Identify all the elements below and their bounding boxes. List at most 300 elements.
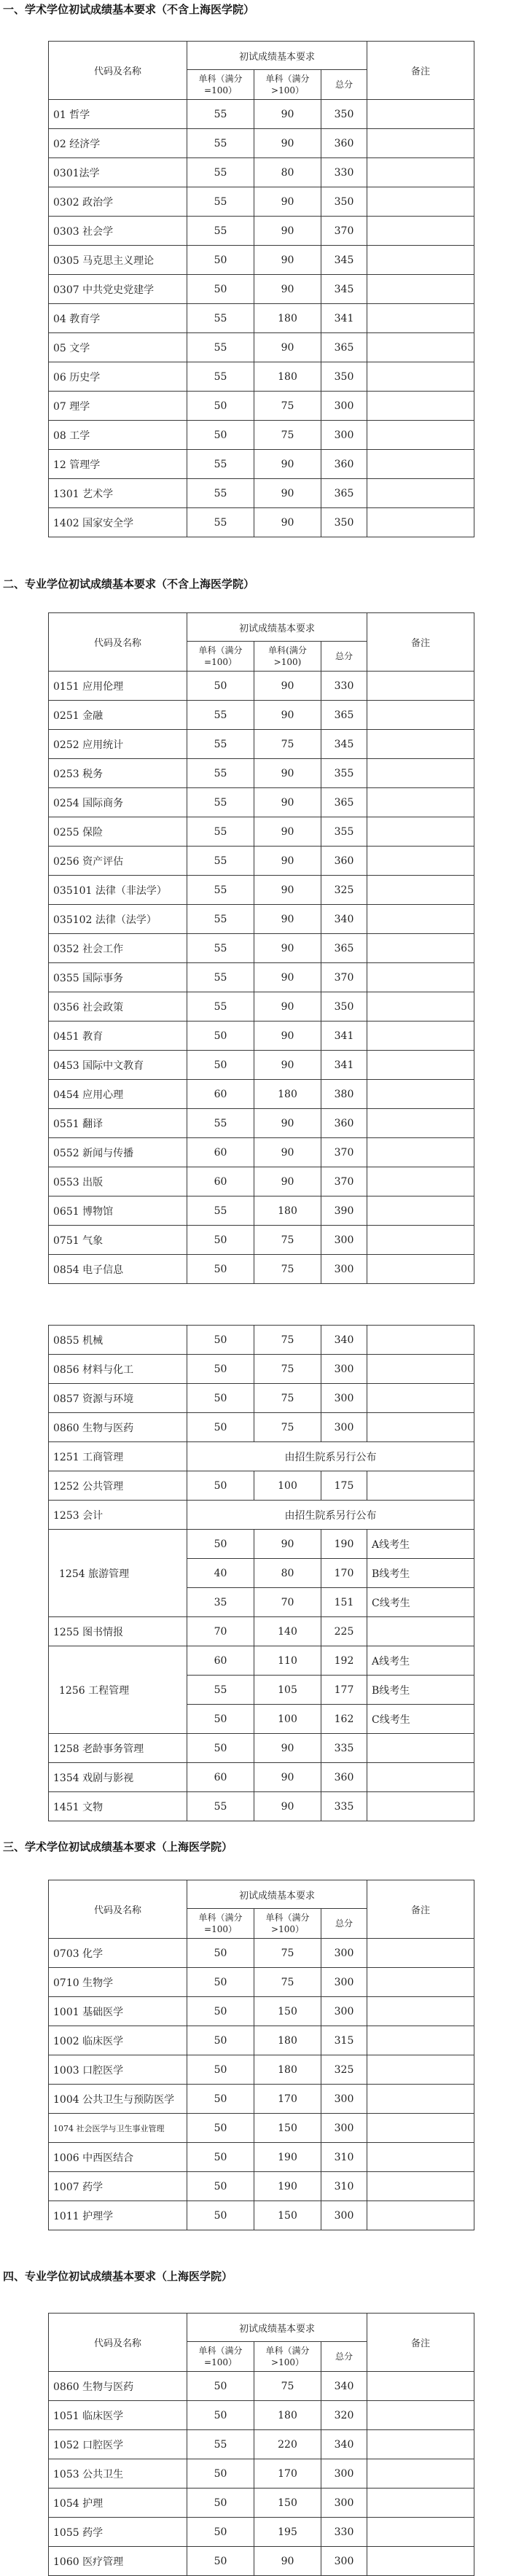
score-single-over-100: 90 — [254, 508, 321, 537]
score-single-100: 55 — [187, 1676, 254, 1705]
program-name: 0703 化学 — [49, 1939, 187, 1968]
score-total: 340 — [321, 905, 367, 934]
header-group: 初试成绩基本要求 — [187, 613, 367, 642]
program-name: 0751 气象 — [49, 1226, 187, 1255]
score-single-100: 60 — [187, 1080, 254, 1109]
note — [367, 905, 474, 934]
score-single-over-100: 90 — [254, 905, 321, 934]
program-name: 0301法学 — [49, 158, 187, 187]
note: A线考生 — [367, 1646, 474, 1676]
table-row — [49, 2547, 474, 2576]
table-row — [49, 1051, 474, 1080]
score-single-over-100: 180 — [254, 304, 321, 333]
note — [367, 158, 474, 187]
note — [367, 1413, 474, 1442]
program-name: 02 经济学 — [49, 129, 187, 158]
table-row — [49, 701, 474, 730]
score-single-over-100: 140 — [254, 1617, 321, 1646]
program-name: 1003 口腔医学 — [49, 2055, 187, 2085]
program-name: 035101 法律（非法学） — [49, 876, 187, 905]
program-name: 1253 会计 — [49, 1501, 187, 1530]
note — [367, 2518, 474, 2547]
note — [367, 1939, 474, 1968]
note — [367, 788, 474, 817]
note — [367, 1617, 474, 1646]
table-row — [49, 1997, 474, 2026]
header-name: 代码及名称 — [49, 613, 187, 672]
table-row — [49, 1471, 474, 1501]
note — [367, 1326, 474, 1355]
score-single-100: 50 — [187, 2026, 254, 2055]
score-single-100: 55 — [187, 992, 254, 1022]
score-single-100: 55 — [187, 905, 254, 934]
score-total: 300 — [321, 2489, 367, 2518]
score-single-over-100: 75 — [254, 392, 321, 421]
score-total: 370 — [321, 963, 367, 992]
section1-title: 一、学术学位初试成绩基本要求（不含上海医学院） — [3, 3, 255, 16]
score-single-over-100: 195 — [254, 2518, 321, 2547]
score-total: 360 — [321, 129, 367, 158]
table-row — [49, 1167, 474, 1196]
header-single-100: 单科（满分=100） — [187, 2342, 254, 2372]
note: B线考生 — [367, 1676, 474, 1705]
score-single-over-100: 75 — [254, 1384, 321, 1413]
score-single-100: 50 — [187, 2401, 254, 2430]
note — [367, 508, 474, 537]
score-total: 350 — [321, 508, 367, 537]
program-name: 1074 社会医学与卫生事业管理 — [49, 2114, 187, 2143]
score-single-100: 60 — [187, 1167, 254, 1196]
header-single-100: 单科（满分=100） — [187, 1909, 254, 1939]
note — [367, 1196, 474, 1226]
score-single-100: 55 — [187, 187, 254, 217]
program-name: 0856 材料与化工 — [49, 1355, 187, 1384]
score-total: 335 — [321, 1792, 367, 1821]
score-single-100: 40 — [187, 1559, 254, 1588]
score-single-over-100: 100 — [254, 1705, 321, 1734]
table-row — [49, 129, 474, 158]
table-row — [49, 1355, 474, 1384]
program-name: 0860 生物与医药 — [49, 2372, 187, 2401]
score-total: 341 — [321, 304, 367, 333]
note — [367, 129, 474, 158]
score-total: 345 — [321, 275, 367, 304]
program-name: 0855 机械 — [49, 1326, 187, 1355]
table-row — [49, 275, 474, 304]
table-row — [49, 479, 474, 508]
program-name: 1402 国家安全学 — [49, 508, 187, 537]
score-single-100: 50 — [187, 1939, 254, 1968]
score-total: 190 — [321, 1530, 367, 1559]
table-row — [49, 392, 474, 421]
program-name: 05 文学 — [49, 333, 187, 362]
score-single-over-100: 170 — [254, 2459, 321, 2489]
score-single-100: 55 — [187, 847, 254, 876]
note — [367, 1080, 474, 1109]
note: C线考生 — [367, 1588, 474, 1617]
score-single-over-100: 180 — [254, 362, 321, 392]
section1-table — [48, 41, 474, 537]
score-total: 300 — [321, 2201, 367, 2230]
score-total: 340 — [321, 1326, 367, 1355]
note — [367, 2055, 474, 2085]
note — [367, 2114, 474, 2143]
table-row — [49, 2372, 474, 2401]
table-row — [49, 421, 474, 450]
score-single-over-100: 90 — [254, 847, 321, 876]
score-total: 370 — [321, 1167, 367, 1196]
program-name: 0553 出版 — [49, 1167, 187, 1196]
score-total: 335 — [321, 1734, 367, 1763]
score-single-100: 50 — [187, 1355, 254, 1384]
note — [367, 1997, 474, 2026]
program-name: 0857 资源与环境 — [49, 1384, 187, 1413]
program-name: 0255 保险 — [49, 817, 187, 847]
table-row — [49, 2026, 474, 2055]
score-single-100: 55 — [187, 333, 254, 362]
section2-table — [48, 612, 474, 1284]
program-name: 1055 药学 — [49, 2518, 187, 2547]
score-single-over-100: 150 — [254, 1997, 321, 2026]
table-row — [49, 2401, 474, 2430]
merged-note: 由招生院系另行公布 — [187, 1442, 474, 1471]
note — [367, 1226, 474, 1255]
score-single-100: 50 — [187, 1968, 254, 1997]
note — [367, 817, 474, 847]
score-single-100: 55 — [187, 508, 254, 537]
score-total: 355 — [321, 817, 367, 847]
score-single-100: 60 — [187, 1763, 254, 1792]
header-name: 代码及名称 — [49, 2314, 187, 2372]
score-single-100: 50 — [187, 2085, 254, 2114]
score-single-over-100: 75 — [254, 421, 321, 450]
merged-note: 由招生院系另行公布 — [187, 1501, 474, 1530]
score-total: 320 — [321, 2401, 367, 2430]
score-single-100: 55 — [187, 730, 254, 759]
score-single-100: 50 — [187, 2372, 254, 2401]
table-row — [49, 1196, 474, 1226]
program-name: 01 哲学 — [49, 100, 187, 129]
program-name: 0453 国际中文教育 — [49, 1051, 187, 1080]
score-single-over-100: 90 — [254, 1109, 321, 1138]
note — [367, 2172, 474, 2201]
table-header-row — [49, 1880, 474, 1909]
table-row — [49, 450, 474, 479]
section3-table — [48, 1880, 474, 2230]
table-row — [49, 2055, 474, 2085]
score-single-over-100: 75 — [254, 1255, 321, 1284]
note — [367, 2489, 474, 2518]
note — [367, 2143, 474, 2172]
header-single-100: 单科（满分=100） — [187, 70, 254, 100]
score-total: 300 — [321, 1413, 367, 1442]
score-single-100: 50 — [187, 1051, 254, 1080]
score-single-over-100: 90 — [254, 100, 321, 129]
score-single-over-100: 75 — [254, 2372, 321, 2401]
score-single-100: 50 — [187, 1413, 254, 1442]
score-single-100: 35 — [187, 1588, 254, 1617]
score-single-over-100: 100 — [254, 1471, 321, 1501]
table-row — [49, 2430, 474, 2459]
score-single-over-100: 90 — [254, 876, 321, 905]
score-single-100: 55 — [187, 934, 254, 963]
score-single-100: 55 — [187, 129, 254, 158]
table-row — [49, 1413, 474, 1442]
header-note: 备注 — [367, 613, 474, 672]
table-row — [49, 1968, 474, 1997]
table-row — [49, 2489, 474, 2518]
score-single-100: 50 — [187, 2201, 254, 2230]
note — [367, 246, 474, 275]
score-single-over-100: 90 — [254, 450, 321, 479]
program-name: 0854 电子信息 — [49, 1255, 187, 1284]
score-single-over-100: 150 — [254, 2201, 321, 2230]
header-single-over-100: 单科（满分>100） — [254, 70, 321, 100]
score-single-100: 55 — [187, 876, 254, 905]
table-row — [49, 217, 474, 246]
note: C线考生 — [367, 1705, 474, 1734]
score-single-100: 55 — [187, 788, 254, 817]
score-single-over-100: 180 — [254, 1196, 321, 1226]
program-name: 04 教育学 — [49, 304, 187, 333]
note — [367, 479, 474, 508]
note — [367, 1051, 474, 1080]
note — [367, 934, 474, 963]
note — [367, 1355, 474, 1384]
score-single-over-100: 220 — [254, 2430, 321, 2459]
table-row — [49, 1109, 474, 1138]
score-total: 340 — [321, 2430, 367, 2459]
note — [367, 992, 474, 1022]
score-single-over-100: 75 — [254, 1939, 321, 1968]
score-single-over-100: 90 — [254, 992, 321, 1022]
score-single-100: 50 — [187, 1384, 254, 1413]
score-single-over-100: 90 — [254, 246, 321, 275]
score-total: 340 — [321, 2372, 367, 2401]
score-single-over-100: 90 — [254, 2547, 321, 2576]
program-name: 1251 工商管理 — [49, 1442, 187, 1471]
score-single-100: 50 — [187, 1471, 254, 1501]
score-total: 300 — [321, 2459, 367, 2489]
score-total: 365 — [321, 701, 367, 730]
program-name: 0860 生物与医药 — [49, 1413, 187, 1442]
table-row — [49, 333, 474, 362]
score-total: 350 — [321, 100, 367, 129]
program-name: 1256 工程管理 — [49, 1646, 187, 1734]
note — [367, 392, 474, 421]
score-total: 300 — [321, 421, 367, 450]
table-row — [49, 876, 474, 905]
program-name: 1255 图书情报 — [49, 1617, 187, 1646]
table-row — [49, 2518, 474, 2547]
score-total: 300 — [321, 1355, 367, 1384]
note: A线考生 — [367, 1530, 474, 1559]
score-total: 300 — [321, 2114, 367, 2143]
score-total: 300 — [321, 1255, 367, 1284]
score-total: 390 — [321, 1196, 367, 1226]
score-single-over-100: 90 — [254, 1792, 321, 1821]
header-total: 总分 — [321, 1909, 367, 1939]
note — [367, 275, 474, 304]
score-single-over-100: 75 — [254, 1968, 321, 1997]
score-total: 162 — [321, 1705, 367, 1734]
section3-title: 三、学术学位初试成绩基本要求（上海医学院） — [3, 1840, 233, 1853]
score-single-100: 50 — [187, 246, 254, 275]
score-total: 360 — [321, 1763, 367, 1792]
program-name: 0151 应用伦理 — [49, 672, 187, 701]
table-row — [49, 992, 474, 1022]
program-name: 1001 基础医学 — [49, 1997, 187, 2026]
program-name: 1006 中西医结合 — [49, 2143, 187, 2172]
score-single-over-100: 90 — [254, 1530, 321, 1559]
score-total: 380 — [321, 1080, 367, 1109]
note — [367, 2401, 474, 2430]
score-total: 300 — [321, 1384, 367, 1413]
note — [367, 2085, 474, 2114]
note — [367, 1384, 474, 1413]
program-name: 1007 药学 — [49, 2172, 187, 2201]
note — [367, 1968, 474, 1997]
table-row — [49, 847, 474, 876]
score-single-over-100: 150 — [254, 2489, 321, 2518]
header-total: 总分 — [321, 70, 367, 100]
note — [367, 2430, 474, 2459]
table-row — [49, 304, 474, 333]
score-total: 360 — [321, 1109, 367, 1138]
score-total: 310 — [321, 2172, 367, 2201]
note — [367, 1167, 474, 1196]
score-single-over-100: 90 — [254, 1051, 321, 1080]
score-single-100: 50 — [187, 1734, 254, 1763]
table-row — [49, 1763, 474, 1792]
score-single-over-100: 90 — [254, 275, 321, 304]
score-single-100: 50 — [187, 1022, 254, 1051]
score-total: 330 — [321, 2518, 367, 2547]
score-total: 192 — [321, 1646, 367, 1676]
program-name: 0303 社会学 — [49, 217, 187, 246]
section2-table-continued — [48, 1325, 474, 1821]
note — [367, 2201, 474, 2230]
table-row — [49, 1617, 474, 1646]
score-single-100: 50 — [187, 2489, 254, 2518]
table-row — [49, 1939, 474, 1968]
program-name: 1060 医疗管理 — [49, 2547, 187, 2576]
header-group: 初试成绩基本要求 — [187, 42, 367, 70]
table-row — [49, 100, 474, 129]
score-total: 341 — [321, 1022, 367, 1051]
program-name: 08 工学 — [49, 421, 187, 450]
score-single-over-100: 90 — [254, 217, 321, 246]
score-single-100: 50 — [187, 2518, 254, 2547]
section2-title: 二、专业学位初试成绩基本要求（不含上海医学院） — [3, 577, 255, 591]
score-single-over-100: 180 — [254, 2401, 321, 2430]
score-single-100: 50 — [187, 2114, 254, 2143]
score-single-over-100: 90 — [254, 934, 321, 963]
note — [367, 963, 474, 992]
note — [367, 1763, 474, 1792]
program-name: 0454 应用心理 — [49, 1080, 187, 1109]
header-note: 备注 — [367, 2314, 474, 2372]
score-single-over-100: 90 — [254, 759, 321, 788]
program-name: 0356 社会政策 — [49, 992, 187, 1022]
score-total: 370 — [321, 1138, 367, 1167]
score-single-100: 50 — [187, 2172, 254, 2201]
score-single-100: 55 — [187, 304, 254, 333]
score-single-100: 55 — [187, 759, 254, 788]
score-total: 360 — [321, 847, 367, 876]
table-row — [49, 1646, 474, 1676]
header-note: 备注 — [367, 42, 474, 100]
score-single-100: 50 — [187, 2055, 254, 2085]
program-name: 0251 金融 — [49, 701, 187, 730]
table-row — [49, 1501, 474, 1530]
score-single-100: 50 — [187, 392, 254, 421]
program-name: 1254 旅游管理 — [49, 1530, 187, 1617]
score-total: 365 — [321, 788, 367, 817]
score-total: 300 — [321, 1226, 367, 1255]
score-total: 315 — [321, 2026, 367, 2055]
note — [367, 701, 474, 730]
score-total: 345 — [321, 246, 367, 275]
header-single-over-100: 单科（满分>100） — [254, 1909, 321, 1939]
note — [367, 1792, 474, 1821]
score-total: 300 — [321, 1997, 367, 2026]
score-single-over-100: 180 — [254, 2026, 321, 2055]
table-row — [49, 2201, 474, 2230]
note — [367, 876, 474, 905]
program-name: 0651 博物馆 — [49, 1196, 187, 1226]
header-group: 初试成绩基本要求 — [187, 1880, 367, 1909]
note: B线考生 — [367, 1559, 474, 1588]
score-single-over-100: 90 — [254, 701, 321, 730]
table-row — [49, 1384, 474, 1413]
score-total: 151 — [321, 1588, 367, 1617]
table-row — [49, 2459, 474, 2489]
score-single-over-100: 105 — [254, 1676, 321, 1705]
note — [367, 730, 474, 759]
header-single-over-100: 单科（满分>100） — [254, 2342, 321, 2372]
score-total: 330 — [321, 158, 367, 187]
program-name: 1252 公共管理 — [49, 1471, 187, 1501]
score-single-over-100: 110 — [254, 1646, 321, 1676]
score-total: 300 — [321, 392, 367, 421]
table-row — [49, 2172, 474, 2201]
program-name: 1054 护理 — [49, 2489, 187, 2518]
program-name: 1354 戏剧与影视 — [49, 1763, 187, 1792]
score-total: 341 — [321, 1051, 367, 1080]
score-single-over-100: 90 — [254, 1022, 321, 1051]
program-name: 0552 新闻与传播 — [49, 1138, 187, 1167]
note — [367, 2372, 474, 2401]
table-row — [49, 963, 474, 992]
table-row — [49, 1734, 474, 1763]
note — [367, 362, 474, 392]
note — [367, 187, 474, 217]
score-single-over-100: 90 — [254, 333, 321, 362]
score-single-100: 55 — [187, 479, 254, 508]
score-single-100: 50 — [187, 275, 254, 304]
note — [367, 1471, 474, 1501]
score-single-over-100: 190 — [254, 2143, 321, 2172]
program-name: 1053 公共卫生 — [49, 2459, 187, 2489]
table-header-row — [49, 613, 474, 642]
program-name: 0355 国际事务 — [49, 963, 187, 992]
score-total: 355 — [321, 759, 367, 788]
score-single-over-100: 90 — [254, 479, 321, 508]
program-name: 06 历史学 — [49, 362, 187, 392]
note — [367, 333, 474, 362]
score-single-over-100: 80 — [254, 158, 321, 187]
